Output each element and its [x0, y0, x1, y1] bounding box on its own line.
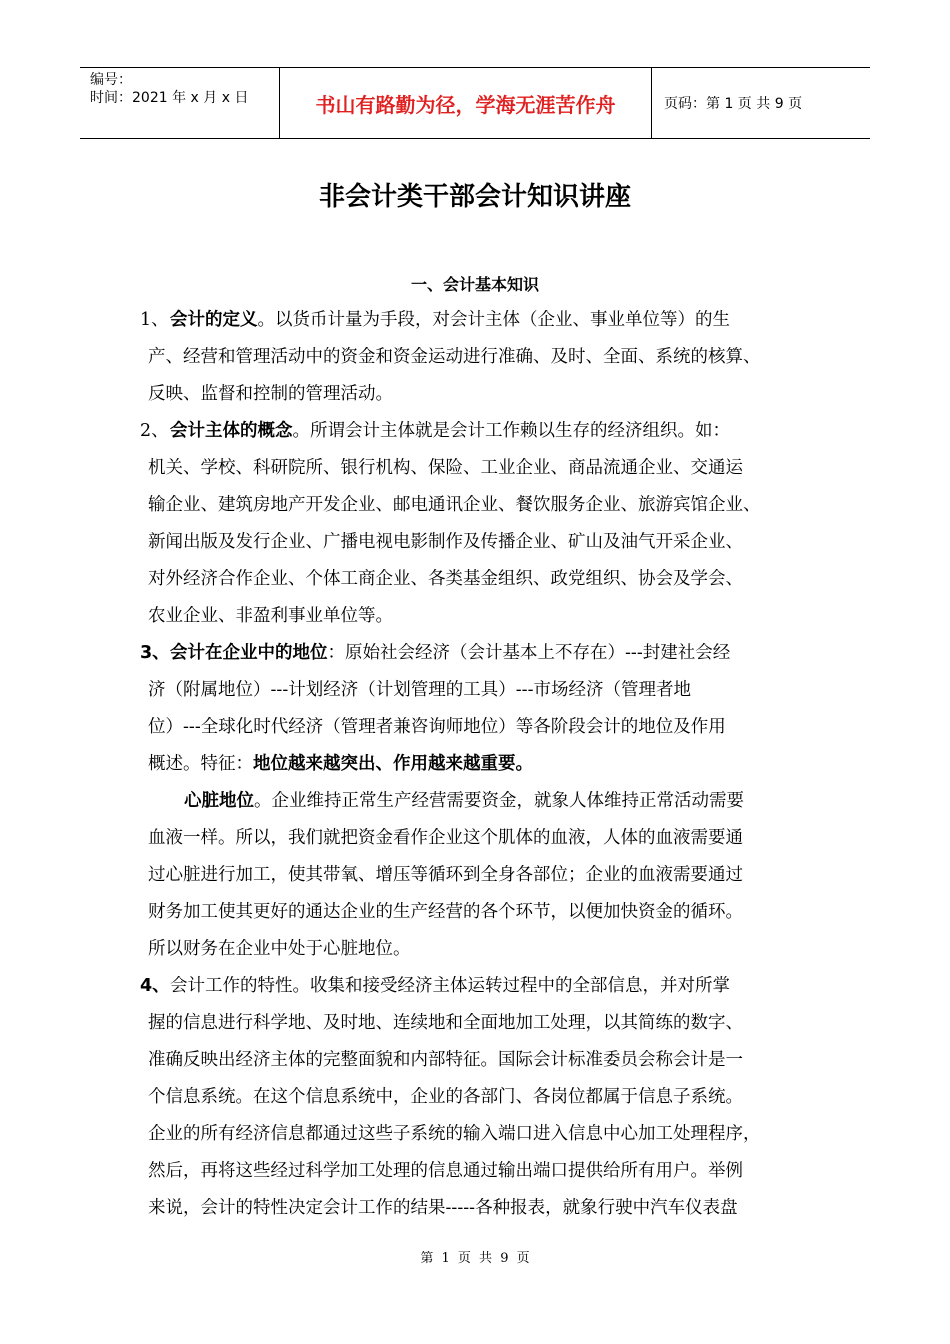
- paragraph-line: 来说，会计的特性决定会计工作的结果-----各种报表，就象行驶中汽车仪表盘: [148, 1198, 738, 1218]
- item-heading: 会计的定义: [170, 310, 258, 330]
- paragraph-line: [140, 635, 838, 672]
- page-code: 页码：第 1 页 共 9 页: [664, 96, 803, 112]
- header-table: [80, 67, 870, 139]
- text: 。所谓会计主体就是会计工作赖以生存的经济组织。如：: [292, 421, 730, 441]
- paragraph-line: 握的信息进行科学地、及时地、连续地和全面地加工处理，以其简练的数字、: [148, 1013, 743, 1033]
- document-title: 非会计类干部会计知识讲座: [318, 182, 631, 212]
- paragraph-line: 然后，再将这些经过科学加工处理的信息通过输出端口提供给所有用户。举例: [148, 1161, 743, 1181]
- paragraph-line: 农业企业、非盈利事业单位等。: [148, 606, 393, 626]
- item-number: 3、: [140, 643, 170, 663]
- page-footer: 第 1 页 共 9 页: [420, 1251, 530, 1266]
- text: 。以货币计量为手段，对会计主体（企业、事业单位等）的生: [257, 310, 730, 330]
- header-meta: [80, 68, 280, 138]
- paragraph-line: 血液一样。所以，我们就把资金看作企业这个肌体的血液，人体的血液需要通: [148, 828, 743, 848]
- item-number: 1、: [140, 310, 169, 330]
- text: 。企业维持正常生产经营需要资金，就象人体维持正常活动需要: [254, 791, 744, 811]
- paragraph-line: [140, 968, 838, 1005]
- paragraph-line: 机关、学校、科研院所、银行机构、保险、工业企业、商品流通企业、交通运: [148, 458, 743, 478]
- text: ：原始社会经济（会计基本上不存在）---封建社会经: [327, 643, 731, 663]
- paragraph-line: 位）---全球化时代经济（管理者兼咨询师地位）等各阶段会计的地位及作用: [148, 717, 726, 737]
- paragraph-line: 反映、监督和控制的管理活动。: [148, 384, 393, 404]
- document-body: [140, 302, 838, 1227]
- emphasis-text: 地位越来越突出、作用越来越重要。: [253, 754, 533, 774]
- time-label: 时间：2021 年 x 月 x 日: [90, 90, 249, 106]
- text: 会计工作的特性。收集和接受经济主体运转过程中的全部信息，并对所掌: [170, 976, 730, 996]
- motto: 书山有路勤为径，学海无涯苦作舟: [280, 68, 652, 138]
- item-heading: 心脏地位: [184, 791, 254, 811]
- paragraph-line: [140, 413, 838, 450]
- paragraph-line: [140, 302, 838, 339]
- paragraph-line: 所以财务在企业中处于心脏地位。: [148, 939, 411, 959]
- section-heading: 一、会计基本知识: [410, 275, 539, 294]
- paragraph-line: [148, 783, 838, 820]
- paragraph-line: 过心脏进行加工，使其带氧、增压等循环到全身各部位；企业的血液需要通过: [148, 865, 743, 885]
- paragraph-line: 准确反映出经济主体的完整面貌和内部特征。国际会计标准委员会称会计是一: [148, 1050, 743, 1070]
- paragraph-line: 新闻出版及发行企业、广播电视电影制作及传播企业、矿山及油气开采企业、: [148, 532, 743, 552]
- paragraph-line: 产、经营和管理活动中的资金和资金运动进行准确、及时、全面、系统的核算、: [148, 347, 761, 367]
- paragraph-line: 输企业、建筑房地产开发企业、邮电通讯企业、餐饮服务企业、旅游宾馆企业、: [148, 495, 761, 515]
- item-number: 4、: [140, 976, 170, 996]
- item-heading: 会计主体的概念: [170, 421, 293, 441]
- item-heading: 会计在企业中的地位: [170, 643, 328, 663]
- paragraph-line: 企业的所有经济信息都通过这些子系统的输入端口进入信息中心加工处理程序，: [148, 1124, 761, 1144]
- text: 概述。特征：: [148, 754, 253, 774]
- paragraph-line: [148, 746, 838, 783]
- paragraph-line: 对外经济合作企业、个体工商企业、各类基金组织、政党组织、协会及学会、: [148, 569, 743, 589]
- item-number: 2、: [140, 421, 169, 441]
- paragraph-line: 济（附属地位）---计划经济（计划管理的工具）---市场经济（管理者地: [148, 680, 691, 700]
- paragraph-line: 个信息系统。在这个信息系统中，企业的各部门、各岗位都属于信息子系统。: [148, 1087, 743, 1107]
- paragraph-line: 财务加工使其更好的通达企业的生产经营的各个环节，以便加快资金的循环。: [148, 902, 743, 922]
- number-label: 编号：: [90, 72, 132, 88]
